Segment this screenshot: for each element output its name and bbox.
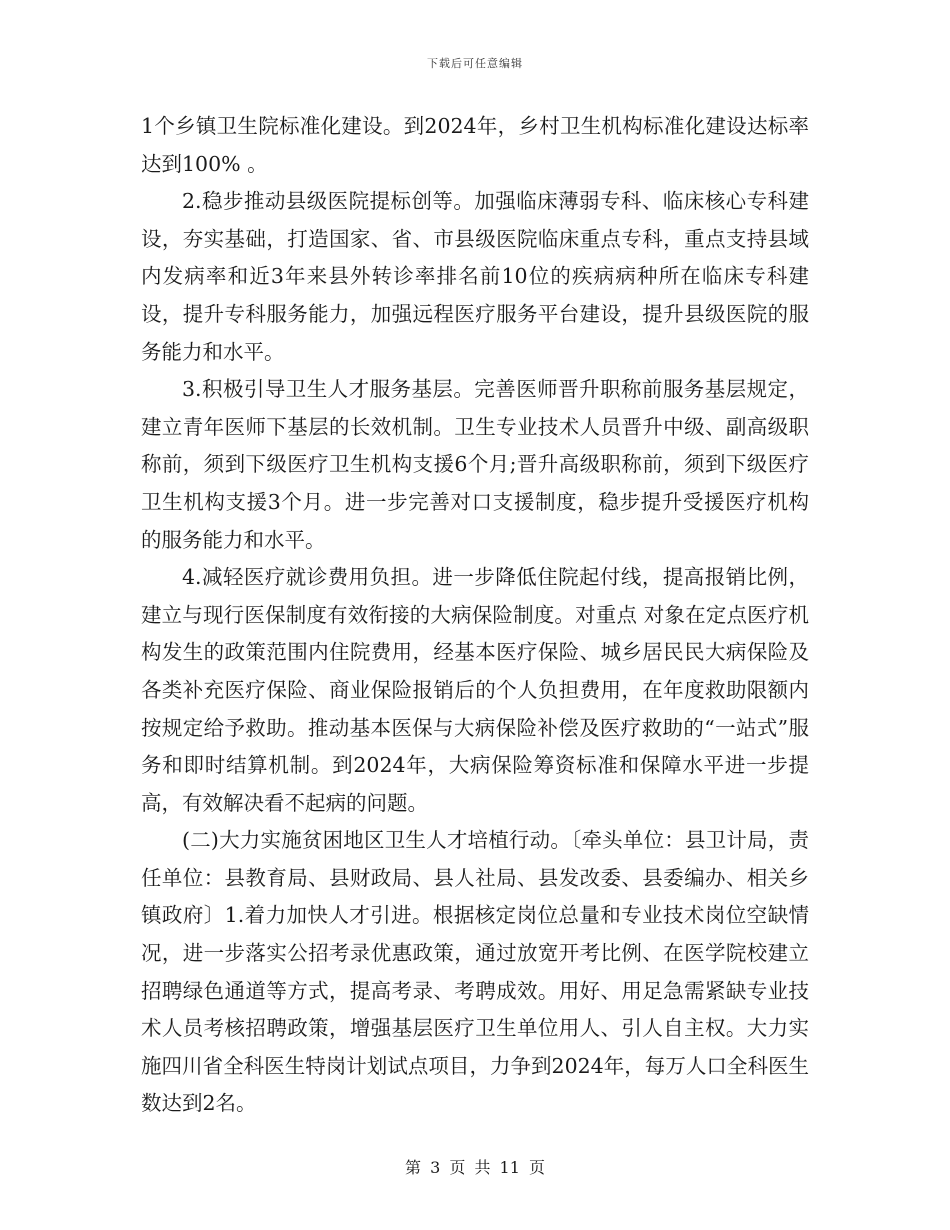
paragraph-1: 1个乡镇卫生院标准化建设。到2024年，乡村卫生机构标准化建设达标率达到100% 。	[141, 114, 809, 176]
paragraph-5: (二)大力实施贫困地区卫生人才培植行动。〔牵头单位：县卫计局，责任单位：县教育局、县财政局、县人社局、县发改委、县委编办、相关乡镇政府〕1.着力加快人才引进。根据核定岗位总量和专业技术岗位空缺情况，进一步落实公招考录优惠政策，通过放宽开考比例、在医学院校建立招聘绿色通道等方式，提高考录、考聘成效。用好、用足急需紧缺专业技术人员考核招聘政策，增强基层医疗卫生单位用人、引人自主权。大力实施四川省全科医生特岗计划试点项目，力争到2024年，每万人口全科医生数达到2名。	[141, 828, 809, 1116]
document-body	[141, 108, 809, 1123]
page-number-footer: 第 3 页 共 11 页	[405, 1158, 545, 1177]
paragraph-4: 4.减轻医疗就诊费用负担。进一步降低住院起付线，提高报销比例，建立与现行医保制度有效衔接的大病保险制度。对重点 对象在定点医疗机构发生的政策范围内住院费用，经基本医疗保险、城乡居民民大病保险及各类补充医疗保险、商业保险报销后的个人负担费用，在年度救助限额内按规定给予救助。推动基本医保与大病保险补偿及医疗救助的“一站式”服务和即时结算机制。到2024年，大病保险筹资标准和保障水平进一步提高，有效解决看不起病的问题。	[141, 565, 809, 815]
paragraph-3: 3.积极引导卫生人才服务基层。完善医师晋升职称前服务基层规定，建立青年医师下基层的长效机制。卫生专业技术人员晋升中级、副高级职称前，须到下级医疗卫生机构支援6个月;晋升高级职称前，须到下级医疗卫生机构支援3个月。进一步完善对口支援制度，稳步提升受援医疗机构的服务能力和水平。	[141, 377, 809, 552]
paragraph-2: 2.稳步推动县级医院提标创等。加强临床薄弱专科、临床核心专科建设，夯实基础，打造国家、省、市县级医院临床重点专科，重点支持县域内发病率和近3年来县外转诊率排名前10位的疾病病种所在临床专科建设，提升专科服务能力，加强远程医疗服务平台建设，提升县级医院的服务能力和水平。	[141, 189, 809, 364]
page-header: 下载后可任意编辑	[427, 57, 523, 70]
